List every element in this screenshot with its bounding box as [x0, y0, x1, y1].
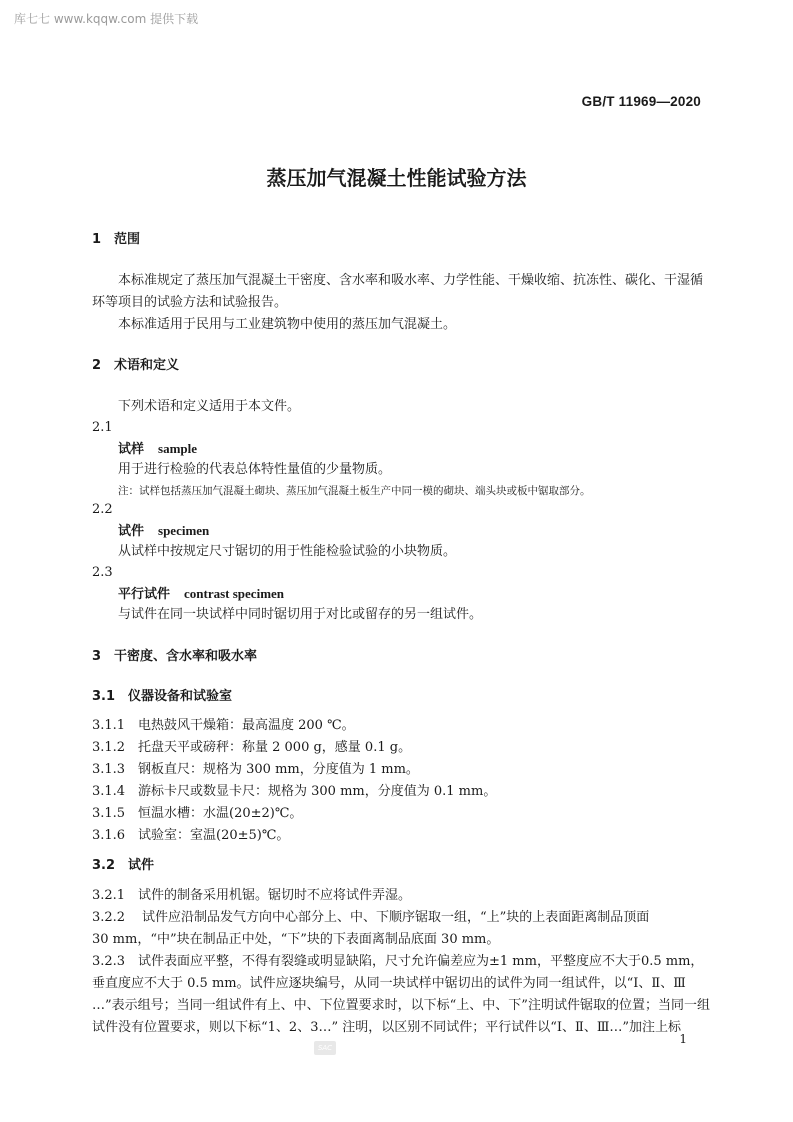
clause-3-1-6: 3.1.6 试验室：室温(20±5)℃。: [92, 828, 290, 843]
standard-number: GB/T 11969—2020: [581, 94, 701, 109]
term-2-1: 试样 sample: [118, 441, 198, 457]
section-3-1-heading: 3.1 仪器设备和试验室: [92, 689, 233, 704]
sec1-para1-line1: 本标准规定了蒸压加气混凝土干密度、含水率和吸水率、力学性能、干燥收缩、抗冻性、碳化、干湿循: [118, 273, 704, 288]
watermark: 库七七 www.kqqw.com 提供下载: [14, 12, 199, 26]
sac-logo: SAC: [314, 1041, 336, 1055]
term-2-2: 试件 specimen: [118, 523, 210, 539]
section-3-2-heading: 3.2 试件: [92, 858, 155, 873]
page-number: 1: [679, 1032, 687, 1046]
clause-3-2-3-line2: 垂直度应不大于 0.5 mm。试件应逐块编号，从同一块试样中锯切出的试件为同一组试件，以“Ⅰ、Ⅱ、Ⅲ: [92, 976, 686, 991]
sec1-para2: 本标准适用于民用与工业建筑物中使用的蒸压加气混凝土。: [118, 317, 457, 332]
clause-3-1-1: 3.1.1 电热鼓风干燥箱：最高温度 200 ℃。: [92, 718, 355, 733]
term-2-3-number: 2.3: [92, 565, 113, 580]
clause-3-2-2-line2: 30 mm，“中”块在制品正中处，“下”块的下表面离制品底面 30 mm。: [92, 932, 500, 947]
term-2-3-definition: 与试件在同一块试样中同时锯切用于对比或留存的另一组试件。: [118, 607, 483, 622]
term-2-1-note: 注：试样包括蒸压加气混凝土砌块、蒸压加气混凝土板生产中同一模的砌块、端头块或板中锯取部分。: [118, 485, 591, 497]
term-2-1-definition: 用于进行检验的代表总体特性量值的少量物质。: [118, 462, 392, 477]
clause-3-2-3-line1: 3.2.3 试件表面应平整，不得有裂缝或明显缺陷，尺寸允许偏差应为±1 mm，平整度应不大于0.5 mm，: [92, 954, 704, 969]
term-2-3: 平行试件 contrast specimen: [118, 586, 285, 602]
section-2-heading: 2 术语和定义: [92, 358, 180, 373]
sec2-intro: 下列术语和定义适用于本文件。: [118, 399, 301, 414]
clause-3-1-5: 3.1.5 恒温水槽：水温(20±2)℃。: [92, 806, 303, 821]
sec1-para1-line2: 环等项目的试验方法和试验报告。: [92, 295, 288, 310]
clause-3-2-2-line1: 3.2.2 试件应沿制品发气方向中心部分上、中、下顺序锯取一组，“上”块的上表面距离制品顶面: [92, 910, 650, 925]
clause-3-1-2: 3.1.2 托盘天平或磅秤：称量 2 000 g，感量 0.1 g。: [92, 740, 412, 755]
term-2-1-number: 2.1: [92, 420, 113, 435]
clause-3-1-4: 3.1.4 游标卡尺或数显卡尺：规格为 300 mm，分度值为 0.1 mm。: [92, 784, 497, 799]
clause-3-2-1: 3.2.1 试件的制备采用机锯。锯切时不应将试件弄湿。: [92, 888, 412, 903]
clause-3-2-3-line4: 试件没有位置要求，则以下标“1、2、3…” 注明，以区别不同试件；平行试件以“Ⅰ、Ⅱ、Ⅲ…”加注上标: [92, 1020, 682, 1035]
clause-3-2-3-line3: …”表示组号；当同一组试件有上、中、下位置要求时，以下标“上、中、下”注明试件锯取的位置；当同一组: [92, 998, 710, 1013]
section-1-heading: 1 范围: [92, 232, 141, 247]
term-2-2-number: 2.2: [92, 502, 113, 517]
term-2-2-definition: 从试样中按规定尺寸锯切的用于性能检验试验的小块物质。: [118, 544, 457, 559]
section-3-heading: 3 干密度、含水率和吸水率: [92, 649, 258, 664]
document-title: 蒸压加气混凝土性能试验方法: [266, 166, 527, 190]
clause-3-1-3: 3.1.3 钢板直尺：规格为 300 mm，分度值为 1 mm。: [92, 762, 419, 777]
